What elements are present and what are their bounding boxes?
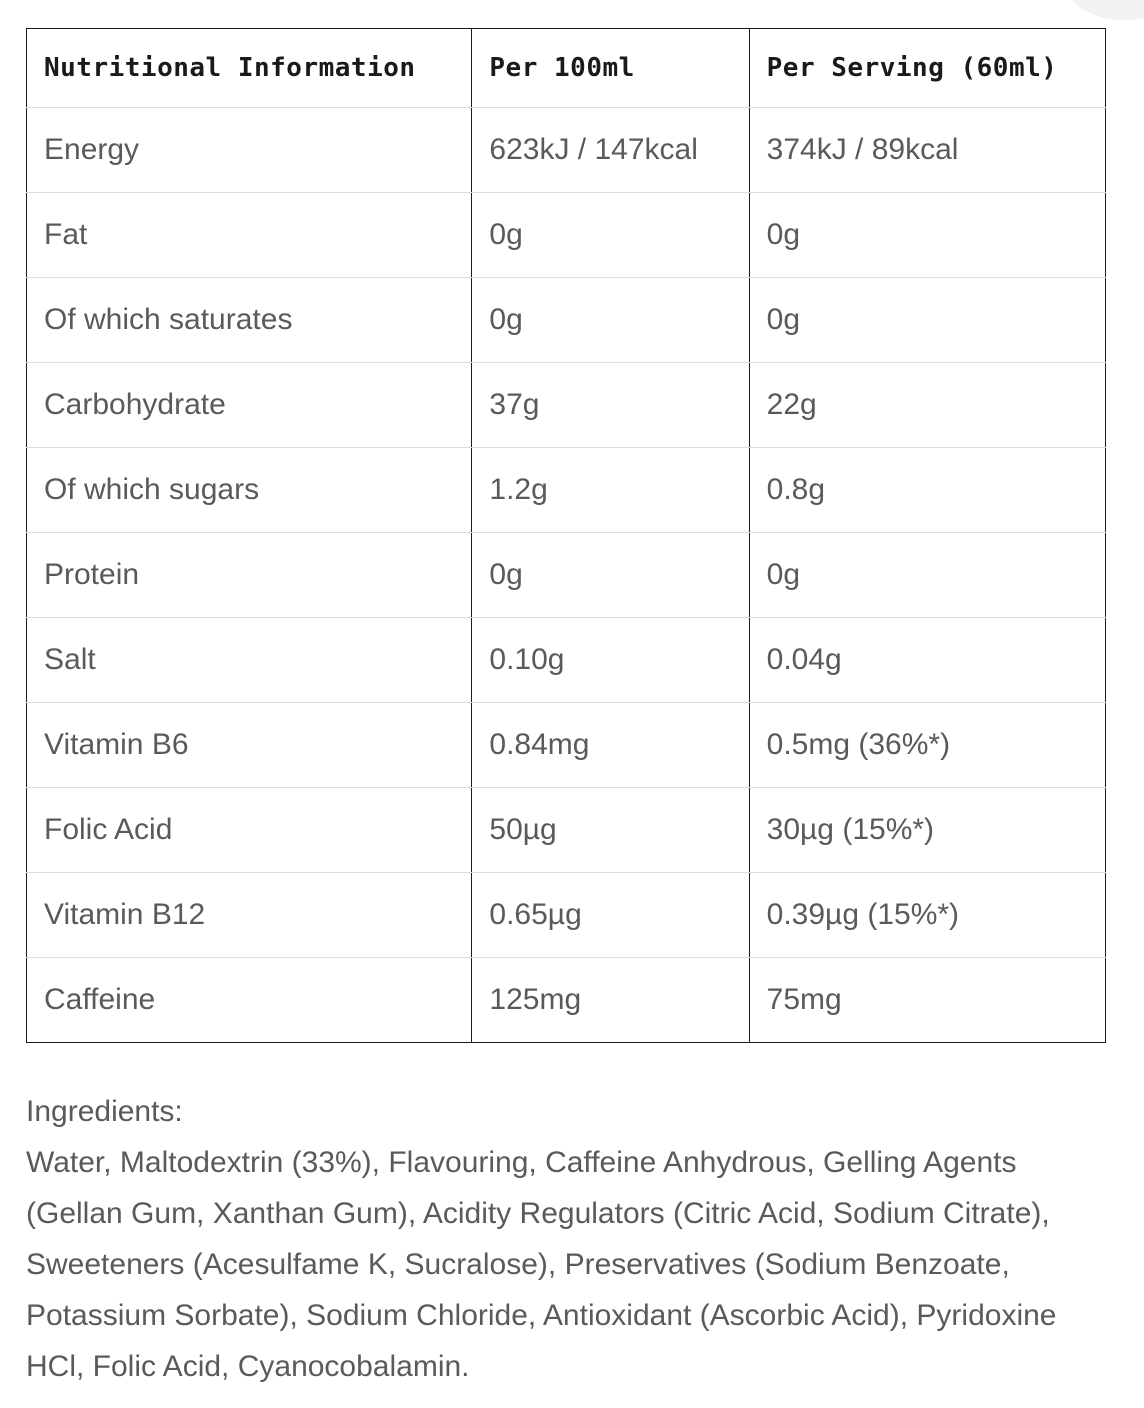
nutrient-name: Energy: [27, 108, 472, 193]
per-100ml-value: 1.2g: [472, 448, 749, 533]
per-serving-value: 0.8g: [749, 448, 1105, 533]
table-row-folic-acid: [27, 788, 1106, 873]
per-100ml-value: 37g: [472, 363, 749, 448]
nutrient-name: Of which saturates: [27, 278, 472, 363]
per-100ml-value: 623kJ / 147kcal: [472, 108, 749, 193]
nutrient-name: Caffeine: [27, 958, 472, 1043]
nutrient-name: Salt: [27, 618, 472, 703]
ingredients-section: [26, 1086, 1116, 1392]
nutrient-name: Folic Acid: [27, 788, 472, 873]
table-header-row: [27, 29, 1106, 108]
per-100ml-value: 0.65µg: [472, 873, 749, 958]
per-serving-value: 0g: [749, 278, 1105, 363]
header-per-100ml: Per 100ml: [472, 29, 749, 108]
per-serving-value: 22g: [749, 363, 1105, 448]
per-100ml-value: 0.10g: [472, 618, 749, 703]
table-row-energy: [27, 108, 1106, 193]
per-100ml-value: 125mg: [472, 958, 749, 1043]
table-row-protein: [27, 533, 1106, 618]
per-serving-value: 0.39µg (15%*): [749, 873, 1105, 958]
ingredients-title: Ingredients:: [26, 1095, 183, 1128]
nutrient-name: Protein: [27, 533, 472, 618]
per-100ml-value: 0g: [472, 278, 749, 363]
nutrient-name: Of which sugars: [27, 448, 472, 533]
header-nutritional-information: Nutritional Information: [27, 29, 472, 108]
per-serving-value: 0.04g: [749, 618, 1105, 703]
per-100ml-value: 50µg: [472, 788, 749, 873]
nutrient-name: Vitamin B6: [27, 703, 472, 788]
per-serving-value: 30µg (15%*): [749, 788, 1105, 873]
nutrition-table: [26, 28, 1106, 1043]
table-row-vitamin-b6: [27, 703, 1106, 788]
per-100ml-value: 0.84mg: [472, 703, 749, 788]
table-row-sugars: [27, 448, 1106, 533]
per-serving-value: 75mg: [749, 958, 1105, 1043]
table-row-saturates: [27, 278, 1106, 363]
table-row-salt: [27, 618, 1106, 703]
table-row-carbohydrate: [27, 363, 1106, 448]
corner-decoration: [1064, 0, 1144, 20]
nutrient-name: Carbohydrate: [27, 363, 472, 448]
header-per-serving: Per Serving (60ml): [749, 29, 1105, 108]
per-serving-value: 0g: [749, 193, 1105, 278]
table-row-caffeine: [27, 958, 1106, 1043]
nutrient-name: Vitamin B12: [27, 873, 472, 958]
per-serving-value: 0.5mg (36%*): [749, 703, 1105, 788]
per-100ml-value: 0g: [472, 533, 749, 618]
ingredients-text: Water, Maltodextrin (33%), Flavouring, Caffeine Anhydrous, Gelling Agents (Gellan Gum, Xanthan Gum), Acidity Regulators (Citric Acid, Sodium Citrate), Sweeteners (Acesulfame K, Sucralose), Preservatives (Sodium Benzoate, Potassium Sorbate), Sodium Chloride, Antioxidant (Ascorbic Acid), Pyridoxine HCl, Folic Acid, Cyanocobalamin.: [26, 1146, 1057, 1383]
per-serving-value: 374kJ / 89kcal: [749, 108, 1105, 193]
per-100ml-value: 0g: [472, 193, 749, 278]
nutrient-name: Fat: [27, 193, 472, 278]
table-row-vitamin-b12: [27, 873, 1106, 958]
per-serving-value: 0g: [749, 533, 1105, 618]
table-row-fat: [27, 193, 1106, 278]
